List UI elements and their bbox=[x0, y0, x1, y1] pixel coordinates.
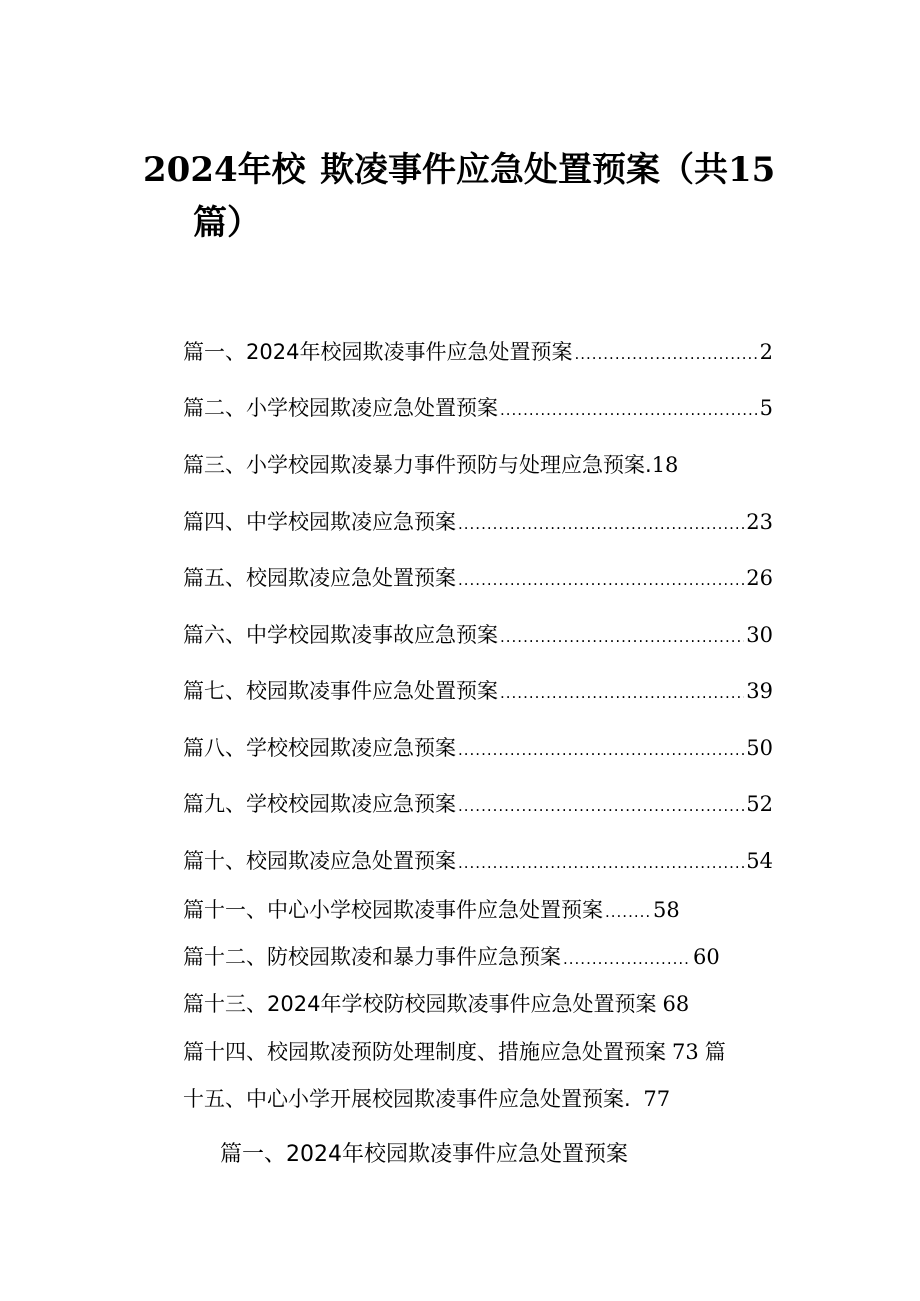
toc-item-6[interactable] bbox=[183, 620, 773, 650]
toc-item-label: 十五、中心小学开展校园欺凌事件应急处置预案. bbox=[183, 1087, 631, 1111]
document-title-part3: 篇） bbox=[193, 203, 261, 243]
toc-item-label: 篇五、校园欺凌应急处置预案 bbox=[183, 566, 456, 590]
toc-item-page: 50 bbox=[746, 736, 773, 760]
toc-item-label: 篇八、学校校园欺凌应急预案 bbox=[183, 736, 456, 760]
toc-item-13[interactable] bbox=[183, 989, 689, 1019]
toc-item-11[interactable] bbox=[183, 895, 680, 925]
toc-leader-dots bbox=[563, 944, 691, 974]
toc-item-label: 篇十二、防校园欺凌和暴力事件应急预案 bbox=[183, 945, 561, 969]
toc-item-page: 52 bbox=[746, 792, 773, 816]
toc-item-label: 篇七、校园欺凌事件应急处置预案 bbox=[183, 679, 498, 703]
toc-leader-dots bbox=[605, 897, 651, 927]
toc-leader-dots bbox=[458, 848, 744, 878]
toc-item-7[interactable] bbox=[183, 676, 773, 706]
toc-item-page: 54 bbox=[746, 849, 773, 873]
toc-item-page: 18 bbox=[651, 453, 679, 477]
toc-item-2[interactable] bbox=[183, 393, 773, 423]
toc-leader-dots bbox=[574, 339, 757, 369]
section-heading: 篇一、2024年校园欺凌事件应急处置预案 bbox=[220, 1142, 628, 1167]
toc-item-page: 5 bbox=[759, 396, 773, 420]
toc-leader-dots bbox=[458, 565, 744, 595]
toc-item-12[interactable] bbox=[183, 942, 720, 972]
toc-item-label: 篇二、小学校园欺凌应急处置预案 bbox=[183, 396, 498, 420]
toc-leader-dots bbox=[458, 791, 744, 821]
toc-item-page: 73 bbox=[672, 1040, 699, 1064]
toc-item-label: 篇十一、中心小学校园欺凌事件应急处置预案 bbox=[183, 898, 603, 922]
toc-item-14[interactable] bbox=[183, 1037, 726, 1067]
toc-item-page: 60 bbox=[693, 945, 720, 969]
toc-item-label: 篇十三、2024年学校防校园欺凌事件应急处置预案 bbox=[183, 992, 657, 1016]
toc-leader-dots bbox=[458, 735, 744, 765]
toc-item-15[interactable] bbox=[183, 1084, 670, 1114]
toc-leader-dots bbox=[458, 509, 744, 539]
toc-item-label: 篇十、校园欺凌应急处置预案 bbox=[183, 849, 456, 873]
toc-item-label: 篇四、中学校园欺凌应急预案 bbox=[183, 510, 456, 534]
toc-item-page: 26 bbox=[746, 566, 773, 590]
toc-item-label: 篇三、小学校园欺凌暴力事件预防与处理应急预案. bbox=[183, 453, 652, 477]
toc-item-page: 39 bbox=[746, 679, 773, 703]
toc-item-wrap-start: 篇 bbox=[704, 1040, 726, 1064]
toc-item-label: 篇十四、校园欺凌预防处理制度、措施应急处置预案 bbox=[183, 1040, 666, 1064]
toc-leader-dots bbox=[500, 395, 758, 425]
toc-item-page: 30 bbox=[746, 623, 773, 647]
toc-item-label: 篇九、学校校园欺凌应急预案 bbox=[183, 792, 456, 816]
toc-item-page: 58 bbox=[653, 898, 680, 922]
toc-item-4[interactable] bbox=[183, 507, 773, 537]
toc-item-8[interactable] bbox=[183, 733, 773, 763]
toc-leader-dots bbox=[500, 678, 744, 708]
document-title-part1: 2024年校 bbox=[143, 150, 306, 190]
toc-item-label: 篇六、中学校园欺凌事故应急预案 bbox=[183, 623, 498, 647]
toc-item-page: 2 bbox=[759, 340, 773, 364]
toc-item-9[interactable] bbox=[183, 789, 773, 819]
toc-leader-dots bbox=[500, 622, 744, 652]
toc-item-3[interactable] bbox=[183, 450, 678, 480]
toc-item-page: 77 bbox=[643, 1087, 671, 1111]
toc-item-10[interactable] bbox=[183, 846, 773, 876]
document-title-part2: 欺凌事件应急处置预案（共15 bbox=[320, 150, 776, 190]
toc-item-label: 篇一、2024年校园欺凌事件应急处置预案 bbox=[183, 340, 573, 364]
toc-item-page: 23 bbox=[746, 510, 773, 534]
toc-item-page: 68 bbox=[662, 992, 690, 1016]
toc-item-1[interactable] bbox=[183, 337, 773, 367]
toc-item-5[interactable] bbox=[183, 563, 773, 593]
